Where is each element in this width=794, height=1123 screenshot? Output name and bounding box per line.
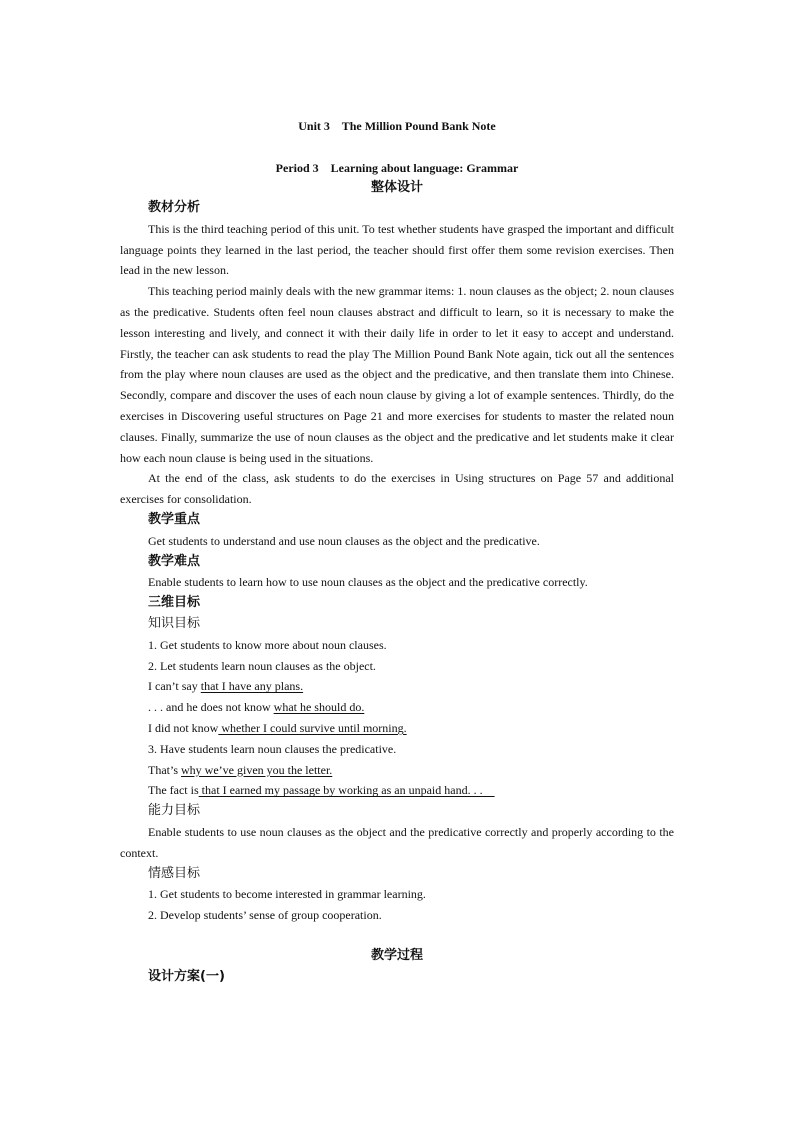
objectives-heading: 三维目标 xyxy=(148,595,201,611)
analysis-paragraph-3: At the end of the class, ask students to do the exercises in Using structures on Page 57 and additional exercises for consolidation. xyxy=(120,471,674,507)
textbook-analysis-heading: 教材分析 xyxy=(148,200,201,215)
example-sentence-2 xyxy=(120,697,674,718)
knowledge-objective-heading: 知识目标 xyxy=(148,615,201,631)
analysis-paragraph-2: This teaching period mainly deals with the new grammar items: 1. noun clauses as the object; 2. noun clauses as the predicative. Students often feel noun clauses abstract and difficult to learn, so it is necessary to make the lesson interesting and lively, and connect it with their daily life in order to let it easy to accept and understand. Firstly, the teacher can ask students to read the play The Million Pound Bank Note again, tick out all the sentences from the play where noun clauses are used as the object and the predicative, and then translate them into Chinese. Secondly, compare and discover the uses of each noun clause by giving a lot of example sentences. Thirdly, do the exercises in Discovering useful structures on Page 21 and more exercises for students to master the related noun clauses. Finally, summarize the use of noun clauses as the object and the predicative and let students make it clear how each noun clause is being used in the situations. xyxy=(120,284,674,465)
period-title: Period 3 Learning about language: Grammar xyxy=(275,161,519,175)
example-5-underlined: that I earned my passage by working as an unpaid hand. . . xyxy=(198,783,495,798)
overall-design-heading: 整体设计 xyxy=(370,180,423,195)
example-3-prefix: I did not know xyxy=(148,720,219,735)
ability-objective-text: Enable students to use noun clauses as the object and the predicative correctly and properly according to the context. xyxy=(120,824,674,860)
difficult-points-heading: 教学难点 xyxy=(148,553,201,569)
document-page xyxy=(120,116,674,987)
difficult-points-text: Enable students to learn how to use noun clauses as the object and the predicative correctly. xyxy=(148,575,588,590)
analysis-paragraph-1: This is the third teaching period of this unit. To test whether students have grasped the important and difficult language points they learned in the last period, the teacher should first offer them some revision exercises. Then lead in the new lesson. xyxy=(120,221,674,278)
example-1-prefix: I can’t say xyxy=(148,679,201,694)
example-2-prefix: . . . and he does not know xyxy=(148,700,274,715)
example-sentence-5 xyxy=(120,780,674,801)
example-sentence-1 xyxy=(120,676,674,697)
knowledge-item-1: 1. Get students to know more about noun clauses. xyxy=(148,637,387,652)
key-points-heading: 教学重点 xyxy=(148,511,201,527)
example-5-prefix: The fact is xyxy=(148,783,199,798)
emotion-item-2: 2. Develop students’ sense of group cooperation. xyxy=(148,908,382,923)
knowledge-item-2: 2. Let students learn noun clauses as the object. xyxy=(148,658,376,673)
example-2-underlined: what he should do. xyxy=(273,700,365,715)
emotion-objective-heading: 情感目标 xyxy=(148,865,201,881)
example-sentence-4 xyxy=(120,760,674,781)
example-sentence-3 xyxy=(120,718,674,739)
knowledge-item-3: 3. Have students learn noun clauses the predicative. xyxy=(148,741,397,756)
teaching-process-heading: 教学过程 xyxy=(370,947,423,963)
emotion-item-1: 1. Get students to become interested in grammar learning. xyxy=(148,887,426,902)
example-1-underlined: that I have any plans. xyxy=(200,679,304,694)
key-points-text: Get students to understand and use noun clauses as the object and the predicative. xyxy=(148,533,540,548)
example-4-underlined: why we’ve given you the letter. xyxy=(181,762,333,777)
example-3-underlined: whether I could survive until morning. xyxy=(218,720,407,735)
ability-objective-heading: 能力目标 xyxy=(148,803,201,819)
unit-title: Unit 3 The Million Pound Bank Note xyxy=(298,119,496,133)
example-4-prefix: That’s xyxy=(148,762,181,777)
design-plan-heading: 设计方案(一) xyxy=(148,968,225,984)
